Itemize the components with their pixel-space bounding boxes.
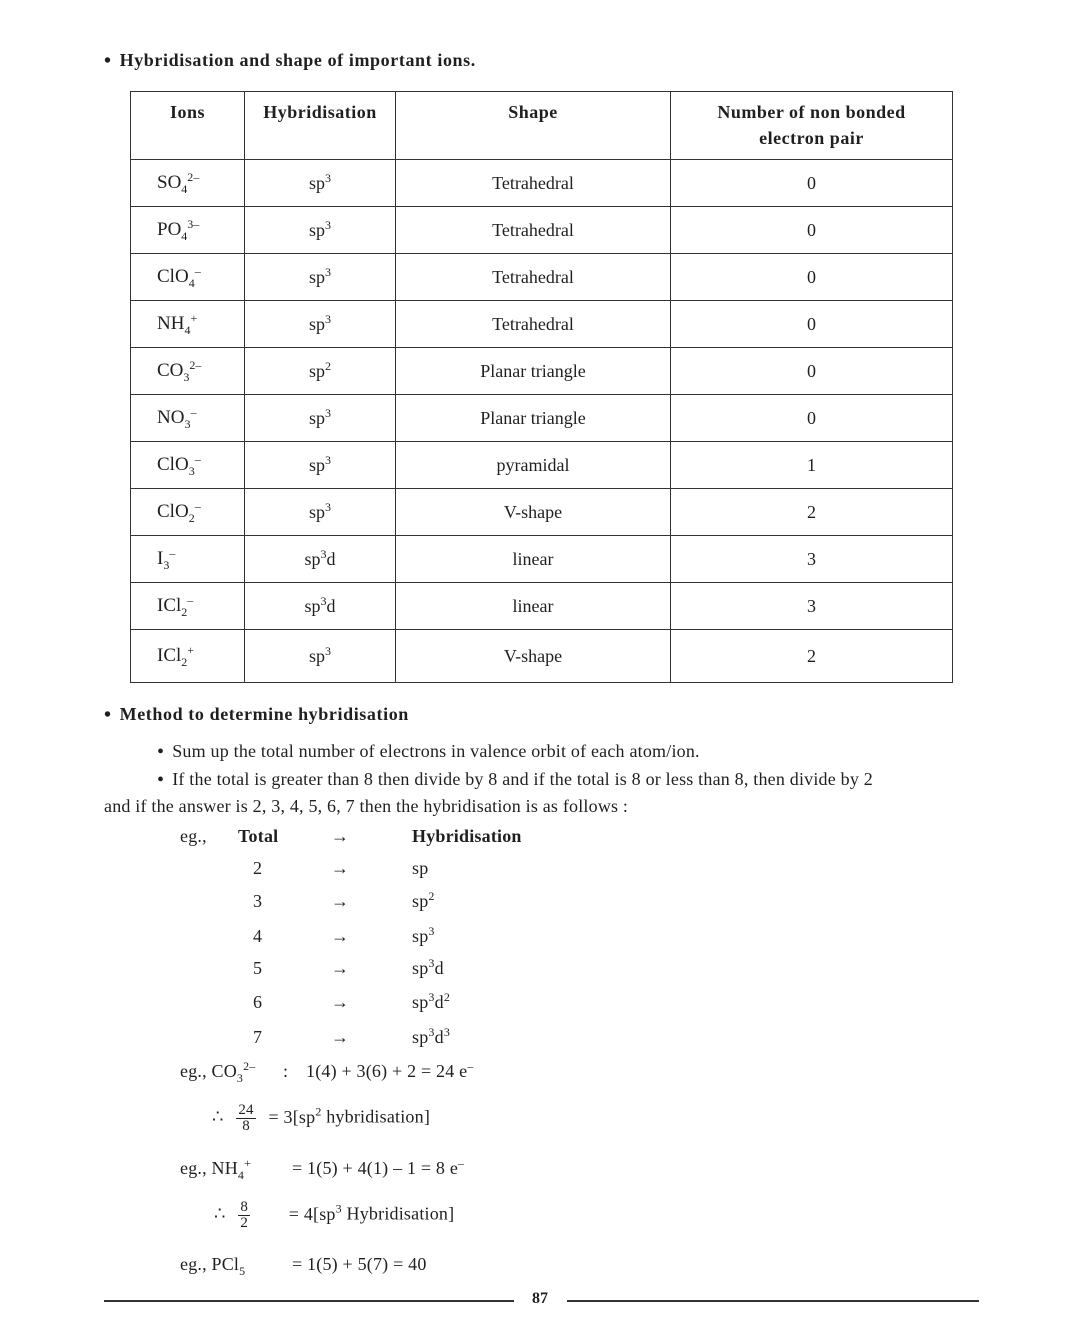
footer-rule-left xyxy=(104,1300,514,1302)
superscript: 3 xyxy=(428,956,435,970)
lookup-total: 5 xyxy=(253,958,263,978)
example-separator: : xyxy=(283,1061,289,1081)
ion-cell xyxy=(131,630,245,683)
ion-formula xyxy=(157,452,201,478)
result-text: = 3[sp xyxy=(268,1106,316,1127)
ion-formula xyxy=(157,170,200,196)
ion-base: CO xyxy=(157,360,184,381)
pairs-cell: 0 xyxy=(671,348,953,395)
hyb-base: sp xyxy=(308,360,325,381)
superscript: 3 xyxy=(325,170,331,185)
header-shape: Shape xyxy=(396,92,671,160)
hyb-base: sp xyxy=(412,858,429,878)
pairs-cell: 0 xyxy=(671,301,953,348)
hyb-base: sp xyxy=(412,1027,429,1047)
section-heading-ions xyxy=(104,50,476,73)
hybridisation-cell xyxy=(245,348,396,395)
table-row xyxy=(131,160,953,207)
hyb-base: sp xyxy=(304,595,321,616)
superscript: 2– xyxy=(189,358,202,372)
fraction-numerator: 24 xyxy=(238,1102,254,1118)
example-label: eg., CO xyxy=(180,1061,237,1081)
pairs-cell: 2 xyxy=(671,630,953,683)
superscript: 2 xyxy=(325,358,331,373)
superscript: – xyxy=(458,1156,465,1170)
ion-formula xyxy=(157,593,194,619)
subscript: 2 xyxy=(181,605,188,619)
shape-cell: pyramidal xyxy=(396,442,671,489)
hyb-base: sp xyxy=(308,219,325,240)
ion-base: NO xyxy=(157,407,185,428)
superscript: 2 xyxy=(443,990,451,1004)
superscript: 3 xyxy=(325,452,331,467)
hyb-base: sp xyxy=(308,454,325,475)
expression-text: 1(4) + 3(6) + 2 = 24 e xyxy=(306,1061,468,1081)
superscript: 3 xyxy=(443,1025,451,1039)
ion-formula xyxy=(157,499,201,525)
shape-cell: V-shape xyxy=(396,630,671,683)
hyb-d: d xyxy=(434,958,444,978)
lookup-hybridisation xyxy=(412,992,450,1013)
lookup-hybridisation xyxy=(412,858,428,879)
subscript: 3 xyxy=(236,1071,244,1085)
arrow-icon: → xyxy=(331,926,350,946)
shape-cell: V-shape xyxy=(396,489,671,536)
superscript: 3 xyxy=(320,593,327,608)
pairs-cell: 3 xyxy=(671,536,953,583)
shape-cell: Planar triangle xyxy=(396,395,671,442)
table-row xyxy=(131,207,953,254)
ion-base: ICl xyxy=(157,595,182,616)
example-nh4-result xyxy=(214,1200,454,1231)
superscript: 3 xyxy=(325,405,331,420)
lookup-hyb-header: Hybridisation xyxy=(412,826,522,846)
ion-formula xyxy=(157,405,197,431)
fraction-numerator: 8 xyxy=(240,1199,249,1215)
result-text: Hybridisation] xyxy=(341,1203,455,1224)
table-row xyxy=(131,395,953,442)
hybridisation-cell xyxy=(245,583,396,630)
expression-text: = 1(5) + 4(1) – 1 = 8 e xyxy=(292,1158,459,1178)
therefore-symbol: ∴ xyxy=(212,1106,224,1127)
ion-cell xyxy=(131,207,245,254)
ion-cell xyxy=(131,160,245,207)
shape-cell: linear xyxy=(396,583,671,630)
superscript: + xyxy=(187,643,195,657)
superscript: 3 xyxy=(428,924,435,938)
arrow-icon: → xyxy=(331,891,350,911)
ion-cell xyxy=(131,536,245,583)
superscript: 2 xyxy=(428,889,435,903)
section-title: Method to determine hybridisation xyxy=(119,704,409,724)
ion-base: PO xyxy=(157,219,182,240)
superscript: 3 xyxy=(320,546,327,561)
example-co3-result xyxy=(212,1103,430,1134)
ion-cell xyxy=(131,301,245,348)
hyb-base: sp xyxy=(308,645,325,666)
hybridisation-cell xyxy=(245,489,396,536)
hyb-base: sp xyxy=(308,313,325,334)
hyb-base: sp xyxy=(412,926,429,946)
hybridisation-cell xyxy=(245,630,396,683)
subscript: 3 xyxy=(184,417,191,431)
subscript: 3 xyxy=(188,464,195,478)
ion-cell xyxy=(131,442,245,489)
subscript: 4 xyxy=(181,229,188,243)
lookup-total: 3 xyxy=(253,891,263,911)
hyb-base: sp xyxy=(412,958,429,978)
superscript: 3 xyxy=(325,264,331,279)
table-row xyxy=(131,301,953,348)
shape-cell: Tetrahedral xyxy=(396,207,671,254)
lookup-hybridisation xyxy=(412,891,435,912)
ion-base: ClO xyxy=(157,266,189,287)
ion-cell xyxy=(131,254,245,301)
method-continuation: and if the answer is 2, 3, 4, 5, 6, 7 then the hybridisation is as follows : xyxy=(104,796,629,816)
table-row xyxy=(131,630,953,683)
table-row xyxy=(131,442,953,489)
ion-base: ClO xyxy=(157,454,189,475)
lookup-total: 6 xyxy=(253,992,263,1012)
header-line-1: Number of non bonded xyxy=(717,102,906,122)
ion-base: ClO xyxy=(157,501,189,522)
therefore-symbol: ∴ xyxy=(214,1203,226,1224)
method-point xyxy=(157,741,700,764)
header-ions: Ions xyxy=(131,92,245,160)
fraction-denominator: 8 xyxy=(242,1118,250,1134)
superscript: 2 xyxy=(315,1104,322,1119)
subscript: 5 xyxy=(239,1264,246,1278)
hybridisation-table xyxy=(130,91,953,683)
bullet-icon: • xyxy=(157,741,165,763)
hyb-base: sp xyxy=(412,992,429,1012)
hybridisation-cell xyxy=(245,442,396,489)
hyb-base: sp xyxy=(304,548,321,569)
hyb-d: d xyxy=(434,1027,444,1047)
superscript: – xyxy=(194,452,201,466)
shape-cell: Tetrahedral xyxy=(396,301,671,348)
result-text: = 4[sp xyxy=(288,1203,336,1224)
ion-cell xyxy=(131,583,245,630)
example-co3-expression xyxy=(306,1061,474,1082)
pairs-cell: 3 xyxy=(671,583,953,630)
lookup-hybridisation xyxy=(412,1027,450,1048)
hyb-base: sp xyxy=(308,501,325,522)
header-line-2: electron pair xyxy=(759,128,864,148)
ion-formula xyxy=(157,358,202,384)
hyb-tail: d xyxy=(326,595,336,616)
ion-cell xyxy=(131,489,245,536)
bullet-icon: • xyxy=(157,769,165,791)
subscript: 3 xyxy=(163,558,170,572)
shape-cell: Tetrahedral xyxy=(396,254,671,301)
fraction xyxy=(238,1200,250,1231)
subscript: 2 xyxy=(188,511,195,525)
subscript: 4 xyxy=(184,323,191,337)
header-non-bonded-pairs xyxy=(671,92,953,160)
ion-cell xyxy=(131,395,245,442)
ion-base: SO xyxy=(157,172,182,193)
pairs-cell: 0 xyxy=(671,207,953,254)
table-header-row xyxy=(131,92,953,160)
result-text: hybridisation] xyxy=(321,1106,431,1127)
superscript: 2– xyxy=(187,170,200,184)
subscript: 4 xyxy=(188,276,195,290)
subscript: 2 xyxy=(181,655,188,669)
superscript: – xyxy=(190,405,197,419)
arrow-icon: → xyxy=(331,858,350,878)
bullet-icon: • xyxy=(104,50,112,72)
hybridisation-cell xyxy=(245,536,396,583)
superscript: 3 xyxy=(325,643,331,658)
example-co3 xyxy=(180,1059,256,1085)
superscript: 2– xyxy=(243,1059,256,1073)
superscript: – xyxy=(187,593,194,607)
superscript: 3– xyxy=(187,217,200,231)
shape-cell: Planar triangle xyxy=(396,348,671,395)
ion-formula xyxy=(157,264,201,290)
superscript: – xyxy=(467,1059,474,1073)
table-row xyxy=(131,254,953,301)
shape-cell: Tetrahedral xyxy=(396,160,671,207)
arrow-icon: → xyxy=(331,958,350,978)
hybridisation-cell xyxy=(245,160,396,207)
hybridisation-cell xyxy=(245,207,396,254)
example-label: eg., PCl xyxy=(180,1254,240,1274)
example-nh4 xyxy=(180,1156,252,1182)
ion-base: NH xyxy=(157,313,185,334)
lookup-hybridisation xyxy=(412,958,444,979)
lookup-total: 7 xyxy=(253,1027,263,1047)
superscript: 3 xyxy=(428,990,435,1004)
pairs-cell: 2 xyxy=(671,489,953,536)
section-title: Hybridisation and shape of important ions. xyxy=(119,50,476,70)
header-hybridisation: Hybridisation xyxy=(245,92,396,160)
lookup-hybridisation xyxy=(412,926,435,947)
lookup-total: 2 xyxy=(253,858,263,878)
example-pcl5-expression: = 1(5) + 5(7) = 40 xyxy=(292,1254,427,1274)
superscript: 3 xyxy=(335,1201,342,1216)
superscript: 3 xyxy=(325,217,331,232)
arrow-icon: → xyxy=(331,826,350,846)
example-nh4-expression xyxy=(292,1158,464,1179)
table-row xyxy=(131,583,953,630)
pairs-cell: 0 xyxy=(671,254,953,301)
hyb-base: sp xyxy=(412,891,429,911)
shape-cell: linear xyxy=(396,536,671,583)
superscript: + xyxy=(190,311,198,325)
footer-rule-right xyxy=(567,1300,979,1302)
page-number: 87 xyxy=(532,1290,548,1307)
bullet-icon: • xyxy=(104,704,112,726)
arrow-icon: → xyxy=(331,1027,350,1047)
ion-base: I xyxy=(157,548,164,569)
superscript: + xyxy=(244,1156,252,1170)
arrow-icon: → xyxy=(331,992,350,1012)
lookup-total-header: Total xyxy=(238,826,279,846)
hybridisation-cell xyxy=(245,301,396,348)
hybridisation-cell xyxy=(245,395,396,442)
superscript: 3 xyxy=(428,1025,435,1039)
superscript: 3 xyxy=(325,311,331,326)
example-pcl5 xyxy=(180,1254,246,1278)
table-row xyxy=(131,489,953,536)
subscript: 4 xyxy=(237,1168,245,1182)
pairs-cell: 1 xyxy=(671,442,953,489)
superscript: – xyxy=(169,546,176,560)
hyb-base: sp xyxy=(308,266,325,287)
lookup-eg-label: eg., xyxy=(180,826,207,846)
table-row xyxy=(131,536,953,583)
pairs-cell: 0 xyxy=(671,160,953,207)
example-label: eg., NH xyxy=(180,1158,238,1178)
hyb-base: sp xyxy=(308,407,325,428)
hyb-tail: d xyxy=(326,548,336,569)
ion-formula xyxy=(157,311,198,337)
ion-formula xyxy=(157,217,200,243)
hyb-d: d xyxy=(434,992,444,1012)
pairs-cell: 0 xyxy=(671,395,953,442)
table-row xyxy=(131,348,953,395)
superscript: – xyxy=(194,499,201,513)
superscript: – xyxy=(194,264,201,278)
fraction-denominator: 2 xyxy=(240,1215,249,1231)
ion-cell xyxy=(131,348,245,395)
subscript: 3 xyxy=(183,370,190,384)
method-point-text: Sum up the total number of electrons in valence orbit of each atom/ion. xyxy=(172,741,700,761)
superscript: 3 xyxy=(325,499,331,514)
hybridisation-cell xyxy=(245,254,396,301)
ion-formula xyxy=(157,546,176,572)
ion-formula xyxy=(157,643,195,669)
lookup-total: 4 xyxy=(253,926,263,946)
subscript: 4 xyxy=(181,182,188,196)
fraction xyxy=(236,1103,255,1134)
method-point-text: If the total is greater than 8 then divide by 8 and if the total is 8 or less than 8, then divide by 2 xyxy=(172,769,873,789)
ion-base: ICl xyxy=(157,645,182,666)
section-heading-method xyxy=(104,704,409,727)
hyb-base: sp xyxy=(308,172,325,193)
method-point xyxy=(157,769,873,792)
